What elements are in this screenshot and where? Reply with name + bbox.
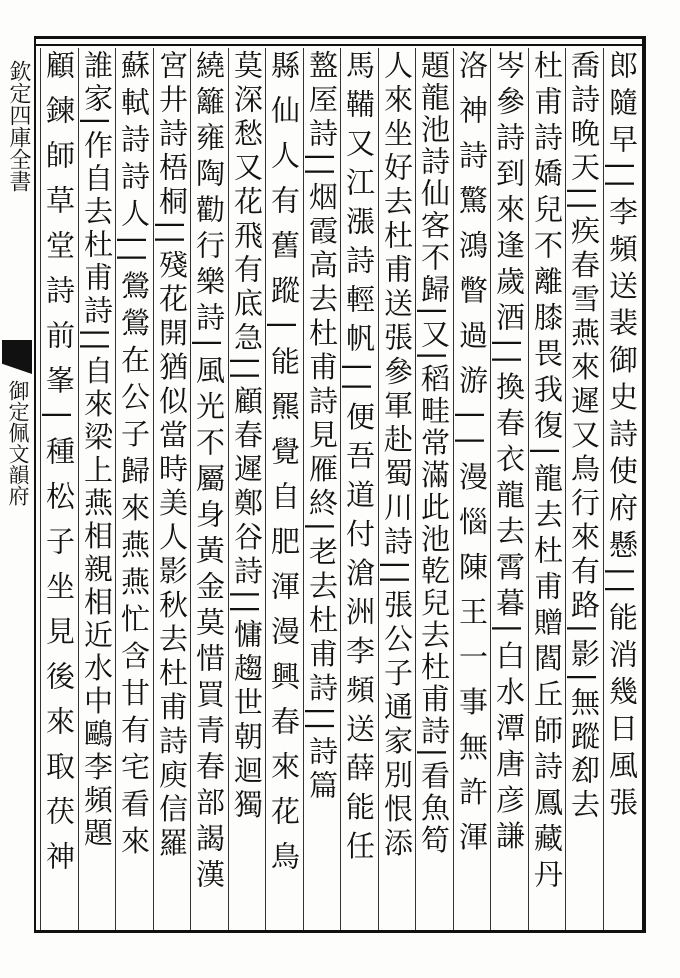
column-text: 馬鞴又江漲詩輕帆||便吾道付滄洲李頻送薛能任 [342, 50, 376, 870]
top-inner-rule [36, 44, 646, 46]
column-text: 洛神詩驚鴻瞥過游||漫惱陳王一事無許渾 [455, 50, 489, 867]
text-column [304, 50, 340, 928]
column-text: 郎隨早||李頻送裴御史詩使府懸||能消幾日風張 [605, 50, 639, 825]
bottom-border-rule [36, 930, 646, 933]
text-column [454, 50, 490, 928]
column-text: 岑參詩到來逢歲酒||換春衣龍去霄暮|白水潭唐彦謙 [492, 50, 526, 857]
column-text: 喬詩晚天||疾春雪燕來遲又鳥行來有路|影|無蹤㕁去 [567, 50, 601, 824]
text-column [41, 50, 77, 928]
text-column [491, 50, 527, 928]
text-column [529, 50, 565, 928]
column-text: 宮井詩梧桐||殘花開猶似當時美人影秋去杜甫詩庾信羅 [155, 50, 189, 862]
margin-work-title: 御定佩文韻府 [6, 380, 30, 506]
text-column [604, 50, 640, 928]
left-border-rule [34, 36, 36, 933]
text-column [341, 50, 377, 928]
text-column [154, 50, 190, 928]
column-text: 題龍池詩仙客不歸|又|稻畦常滿此池乾兒去杜甫詩|看魚笱 [417, 50, 451, 857]
column-text: 顧鍊師草堂詩前峯|種松子坐見後來取茯神 [42, 50, 76, 886]
text-column [566, 50, 602, 928]
text-column [191, 50, 227, 928]
column-text: 繞籬雍陶勸行樂詩|風光不屬身黃金莫惜買青春部謁漢 [192, 50, 226, 895]
column-text: 縣仙人有舊蹤|能羆覺自肥渾漫興春來花鳥 [267, 50, 301, 886]
fishtail-mark-icon [2, 340, 32, 374]
text-column [116, 50, 152, 928]
text-column [229, 50, 265, 928]
right-border-rule [642, 36, 646, 933]
text-column [379, 50, 415, 928]
column-text: 盩厔詩||烟霞高去杜甫詩見雁終|老去杜甫詩||詩篇 [305, 50, 339, 804]
text-column [416, 50, 452, 928]
column-text: 杜甫詩嬌兒不離膝畏我復|龍去杜甫贈閻丘師詩鳳藏丹 [530, 50, 564, 895]
margin-book-title: 欽定四庫全書 [6, 60, 31, 192]
column-text: 莫深愁又花飛有底急||顧春遲鄭谷詩||慵趨世朝迴獨 [230, 50, 264, 824]
text-column [266, 50, 302, 928]
column-text: 誰家|作自去杜甫詩||自來梁上燕相親相近水中鷗李頻題 [80, 50, 114, 851]
top-border-rule [36, 36, 646, 39]
column-text: 蘇軾詩詩人||鶯鶯在公子歸來燕燕忙含甘有宅看來 [117, 50, 151, 863]
text-column [79, 50, 115, 928]
fold-margin [0, 40, 34, 930]
column-text: 人來坐好去杜甫送張參軍赴蜀川詩||張公子通家別恨添 [380, 50, 414, 862]
